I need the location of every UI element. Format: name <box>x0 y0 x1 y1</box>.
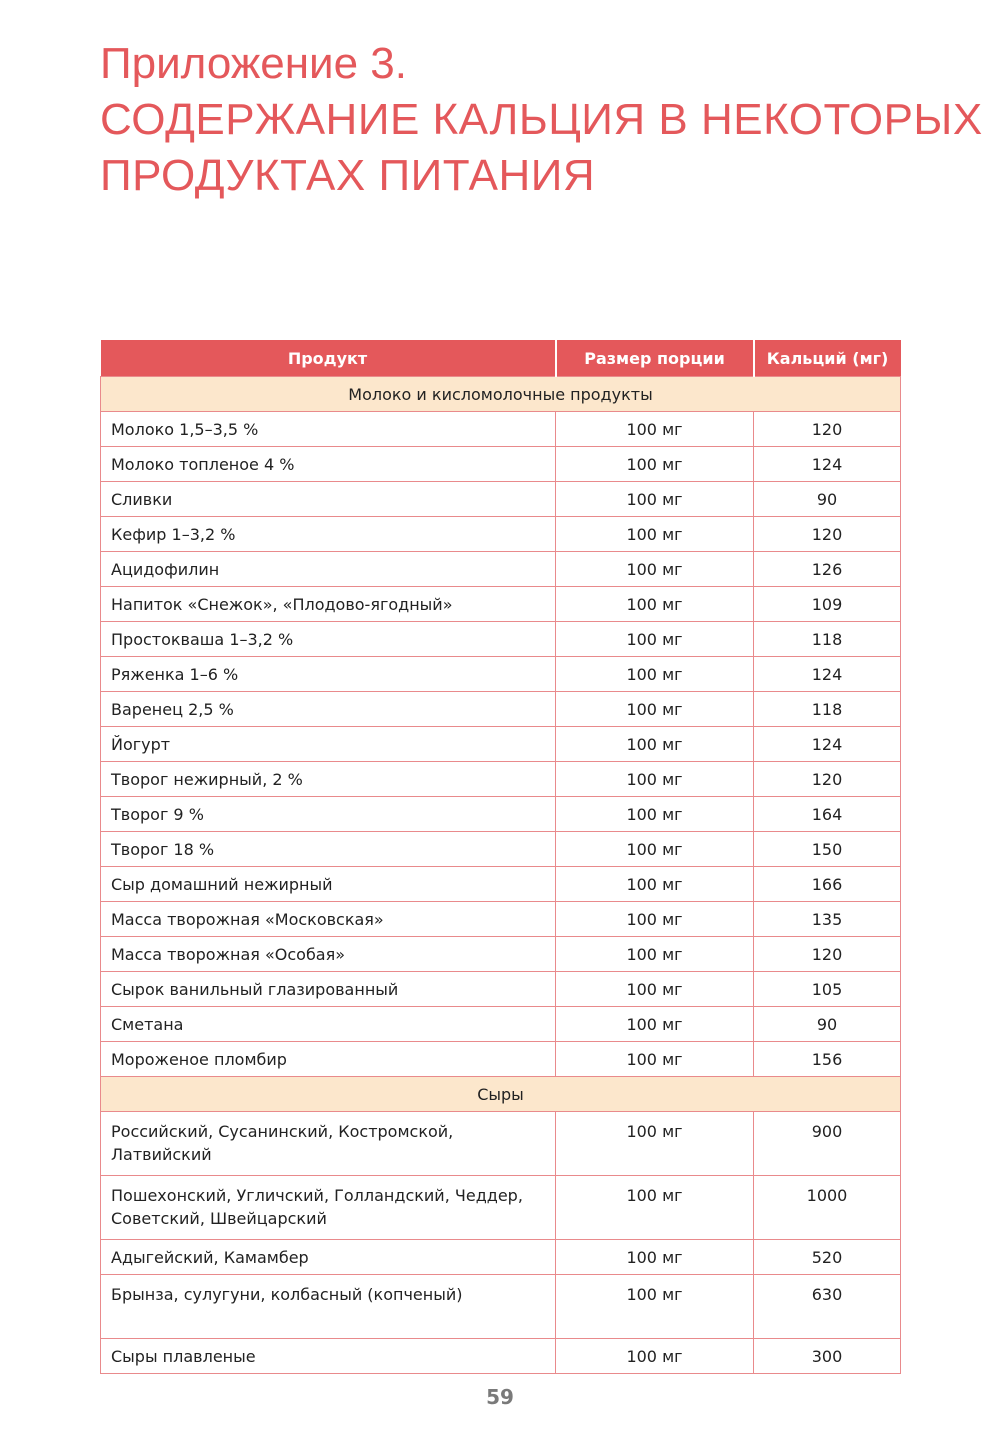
portion-size-cell: 100 мг <box>556 1275 754 1339</box>
calcium-cell: 120 <box>754 937 901 972</box>
portion-size-cell: 100 мг <box>556 412 754 447</box>
header-calcium: Кальций (мг) <box>754 340 901 377</box>
portion-size-cell: 100 мг <box>556 902 754 937</box>
portion-size-cell: 100 мг <box>556 762 754 797</box>
portion-size-cell: 100 мг <box>556 552 754 587</box>
table-row <box>101 587 901 622</box>
calcium-cell: 124 <box>754 727 901 762</box>
table-row <box>101 832 901 867</box>
calcium-cell: 150 <box>754 832 901 867</box>
table-row <box>101 1007 901 1042</box>
section-title: Молоко и кисломолочные продукты <box>101 377 901 412</box>
table-row <box>101 1176 901 1240</box>
product-cell: Творог 18 % <box>101 832 556 867</box>
portion-size-cell: 100 мг <box>556 1112 754 1176</box>
product-cell: Брынза, сулугуни, колбасный (копченый) <box>101 1275 556 1339</box>
calcium-cell: 105 <box>754 972 901 1007</box>
product-cell: Масса творожная «Московская» <box>101 902 556 937</box>
table-row <box>101 482 901 517</box>
table-row <box>101 762 901 797</box>
product-cell: Простокваша 1–3,2 % <box>101 622 556 657</box>
table-row <box>101 1240 901 1275</box>
portion-size-cell: 100 мг <box>556 972 754 1007</box>
table-row <box>101 447 901 482</box>
portion-size-cell: 100 мг <box>556 1007 754 1042</box>
calcium-cell: 124 <box>754 657 901 692</box>
calcium-cell: 120 <box>754 517 901 552</box>
calcium-cell: 166 <box>754 867 901 902</box>
portion-size-cell: 100 мг <box>556 832 754 867</box>
calcium-cell: 120 <box>754 762 901 797</box>
calcium-cell: 124 <box>754 447 901 482</box>
portion-size-cell: 100 мг <box>556 657 754 692</box>
product-cell: Ряженка 1–6 % <box>101 657 556 692</box>
calcium-cell: 135 <box>754 902 901 937</box>
portion-size-cell: 100 мг <box>556 692 754 727</box>
calcium-cell: 118 <box>754 622 901 657</box>
portion-size-cell: 100 мг <box>556 1240 754 1275</box>
calcium-cell: 520 <box>754 1240 901 1275</box>
product-cell: Сырок ванильный глазированный <box>101 972 556 1007</box>
portion-size-cell: 100 мг <box>556 937 754 972</box>
table-row <box>101 937 901 972</box>
product-cell: Сметана <box>101 1007 556 1042</box>
calcium-cell: 126 <box>754 552 901 587</box>
portion-size-cell: 100 мг <box>556 727 754 762</box>
portion-size-cell: 100 мг <box>556 1176 754 1240</box>
calcium-cell: 156 <box>754 1042 901 1077</box>
page-title <box>100 36 983 204</box>
calcium-cell: 90 <box>754 482 901 517</box>
portion-size-cell: 100 мг <box>556 797 754 832</box>
portion-size-cell: 100 мг <box>556 517 754 552</box>
calcium-cell: 90 <box>754 1007 901 1042</box>
header-portion-size: Размер порции <box>556 340 754 377</box>
table-row <box>101 692 901 727</box>
table-row <box>101 622 901 657</box>
table-row <box>101 657 901 692</box>
calcium-cell: 118 <box>754 692 901 727</box>
title-line-2: СОДЕРЖАНИЕ КАЛЬЦИЯ В НЕКОТОРЫХ <box>100 95 983 144</box>
product-cell: Адыгейский, Камамбер <box>101 1240 556 1275</box>
product-cell: Варенец 2,5 % <box>101 692 556 727</box>
section-row <box>101 1077 901 1112</box>
title-line-3: ПРОДУКТАХ ПИТАНИЯ <box>100 151 596 200</box>
portion-size-cell: 100 мг <box>556 1042 754 1077</box>
product-cell: Молоко топленое 4 % <box>101 447 556 482</box>
portion-size-cell: 100 мг <box>556 482 754 517</box>
product-cell: Российский, Сусанинский, Костромской, Латвийский <box>101 1112 556 1176</box>
table-row <box>101 1339 901 1374</box>
table-row <box>101 1112 901 1176</box>
portion-size-cell: 100 мг <box>556 587 754 622</box>
calcium-cell: 109 <box>754 587 901 622</box>
calcium-cell: 120 <box>754 412 901 447</box>
product-cell: Сыр домашний нежирный <box>101 867 556 902</box>
table-header-row <box>101 340 901 377</box>
calcium-cell: 630 <box>754 1275 901 1339</box>
product-cell: Мороженое пломбир <box>101 1042 556 1077</box>
table-row <box>101 1275 901 1339</box>
product-cell: Сливки <box>101 482 556 517</box>
table-row <box>101 552 901 587</box>
portion-size-cell: 100 мг <box>556 447 754 482</box>
calcium-cell: 300 <box>754 1339 901 1374</box>
table-row <box>101 727 901 762</box>
product-cell: Творог 9 % <box>101 797 556 832</box>
product-cell: Сыры плавленые <box>101 1339 556 1374</box>
product-cell: Молоко 1,5–3,5 % <box>101 412 556 447</box>
header-product: Продукт <box>101 340 556 377</box>
product-cell: Ацидофилин <box>101 552 556 587</box>
portion-size-cell: 100 мг <box>556 867 754 902</box>
portion-size-cell: 100 мг <box>556 1339 754 1374</box>
calcium-cell: 164 <box>754 797 901 832</box>
section-title: Сыры <box>101 1077 901 1112</box>
table-row <box>101 972 901 1007</box>
section-row <box>101 377 901 412</box>
page-number: 59 <box>486 1385 514 1409</box>
calcium-cell: 1000 <box>754 1176 901 1240</box>
product-cell: Йогурт <box>101 727 556 762</box>
product-cell: Пошехонский, Угличский, Голландский, Чеддер, Советский, Швейцарский <box>101 1176 556 1240</box>
calcium-table <box>100 340 901 1374</box>
portion-size-cell: 100 мг <box>556 622 754 657</box>
product-cell: Кефир 1–3,2 % <box>101 517 556 552</box>
table-row <box>101 867 901 902</box>
title-line-1: Приложение 3. <box>100 39 407 88</box>
table-row <box>101 517 901 552</box>
product-cell: Напиток «Снежок», «Плодово-ягодный» <box>101 587 556 622</box>
table-row <box>101 1042 901 1077</box>
table-row <box>101 797 901 832</box>
table-row <box>101 412 901 447</box>
product-cell: Творог нежирный, 2 % <box>101 762 556 797</box>
calcium-cell: 900 <box>754 1112 901 1176</box>
table-body <box>101 377 901 1374</box>
product-cell: Масса творожная «Особая» <box>101 937 556 972</box>
table-row <box>101 902 901 937</box>
